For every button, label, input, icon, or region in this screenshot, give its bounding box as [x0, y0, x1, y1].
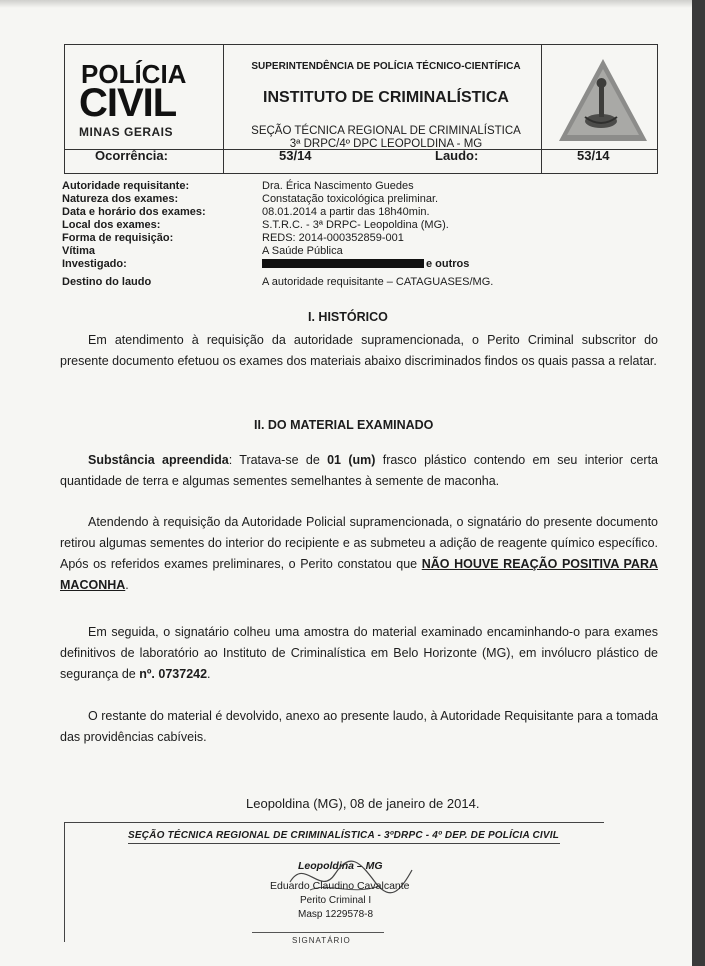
section-material-title: II. DO MATERIAL EXAMINADO	[254, 418, 434, 432]
signatory-name: Eduardo Claudino Cavalcante	[270, 880, 410, 892]
material-paragraph-4: O restante do material é devolvido, anexo ao presente laudo, à Autoridade Requisitante para a tomada das providências cabíveis.	[60, 709, 658, 744]
stamp-title: SEÇÃO TÉCNICA REGIONAL DE CRIMINALÍSTICA - 3ºDRPC - 4º DEP. DE POLÍCIA CIVIL	[128, 830, 560, 841]
section-historico-title: I. HISTÓRICO	[308, 310, 388, 324]
stamp-border	[64, 822, 604, 823]
instituto-title: INSTITUTO DE CRIMINALÍSTICA	[263, 89, 509, 106]
info-row: Investigado: e outros	[62, 258, 470, 270]
info-row: Local dos exames: S.T.R.C. - 3ª DRPC- Leopoldina (MG).	[62, 219, 449, 231]
logo-policia: POLÍCIA	[81, 59, 187, 89]
material-paragraph-1: Substância apreendida: Tratava-se de 01 (um) frasco plástico contendo em seu interior certa quantidade de terra e algumas sementes semelhantes à semente de maconha.	[60, 453, 659, 488]
laudo-label: Laudo:	[435, 148, 479, 163]
signature-caption: SIGNATÁRIO	[292, 936, 351, 945]
stamp-divider	[128, 843, 560, 844]
signature-line	[252, 932, 384, 933]
material-paragraph-3: Em seguida, o signatário colheu uma amostra do material examinado encaminhando-o para exames definitivos de laboratório ao Instituto de Criminalística em Belo Horizonte (MG), em invólucro plástico de segurança de nº. 0737242.	[60, 625, 658, 681]
material-paragraph-2: Atendendo à requisição da Autoridade Policial supramencionada, o signatário do presente documento retirou algumas sementes do interior do recipiente e as submeteu a adição de reagente químico específico. Após os referidos exames preliminares, o Perito constatou que NÃO HOUVE REAÇÃO POSITIVA PARA MACONHA.	[60, 515, 659, 592]
info-row: Forma de requisição: REDS: 2014-000352859-001	[62, 232, 404, 244]
logo-civil: CIVIL	[79, 81, 177, 125]
secao-title: SEÇÃO TÉCNICA REGIONAL DE CRIMINALÍSTICA 3ª DRPC/4º DPC LEOPOLDINA - MG	[251, 125, 521, 150]
stamp-border	[64, 822, 65, 942]
info-row: Vítima A Saúde Pública	[62, 245, 343, 257]
stamp-city: Leopoldina – MG	[298, 860, 383, 872]
info-row: Destino do laudo A autoridade requisitante – CATAGUASES/MG.	[62, 276, 494, 288]
ocorrencia-label: Ocorrência:	[95, 148, 168, 163]
info-row: Natureza dos exames: Constatação toxicológica preliminar.	[62, 193, 439, 205]
header-divider	[223, 45, 224, 173]
superintendencia-title: SUPERINTENDÊNCIA DE POLÍCIA TÉCNICO-CIENTÍFICA	[251, 61, 521, 72]
scan-shadow	[0, 0, 692, 8]
info-row: Data e horário dos exames: 08.01.2014 a partir das 18h40min.	[62, 206, 430, 218]
header-divider	[541, 45, 542, 173]
signatory-masp: Masp 1229578-8	[298, 909, 374, 920]
report-header	[64, 44, 658, 174]
criminalistica-triangle-emblem-icon	[555, 55, 651, 145]
redaction-bar	[262, 259, 424, 268]
info-row: Autoridade requisitante: Dra. Érica Nascimento Guedes	[62, 180, 414, 192]
laudo-value: 53/14	[577, 148, 610, 163]
logo-minas-gerais: MINAS GERAIS	[79, 125, 174, 139]
signatory-role: Perito Criminal I	[300, 895, 372, 906]
ocorrencia-value: 53/14	[279, 148, 312, 163]
date-line: Leopoldina (MG), 08 de janeiro de 2014.	[246, 796, 480, 811]
historico-paragraph: Em atendimento à requisição da autoridade supramencionada, o Perito Criminal subscritor do presente documento efetuou os exames dos materiais abaixo discriminados findos os quais passa a relatar.	[60, 333, 658, 368]
